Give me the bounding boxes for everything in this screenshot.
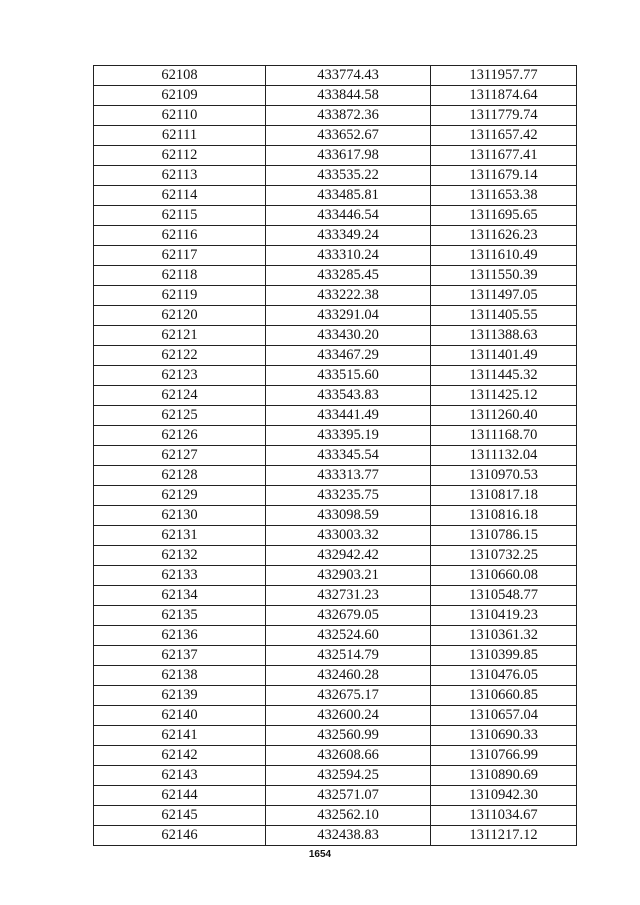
x-coordinate-cell: 433430.20 xyxy=(266,326,431,346)
x-coordinate-cell: 433446.54 xyxy=(266,206,431,226)
point-id-cell: 62124 xyxy=(94,386,266,406)
y-coordinate-cell: 1310690.33 xyxy=(431,726,577,746)
y-coordinate-cell: 1311132.04 xyxy=(431,446,577,466)
x-coordinate-cell: 433345.54 xyxy=(266,446,431,466)
x-coordinate-cell: 433310.24 xyxy=(266,246,431,266)
point-id-cell: 62128 xyxy=(94,466,266,486)
x-coordinate-cell: 432675.17 xyxy=(266,686,431,706)
table-row xyxy=(94,826,577,846)
point-id-cell: 62111 xyxy=(94,126,266,146)
x-coordinate-cell: 433291.04 xyxy=(266,306,431,326)
page-number: 1654 xyxy=(308,849,332,860)
y-coordinate-cell: 1310361.32 xyxy=(431,626,577,646)
point-id-cell: 62123 xyxy=(94,366,266,386)
y-coordinate-cell: 1310660.85 xyxy=(431,686,577,706)
x-coordinate-cell: 433485.81 xyxy=(266,186,431,206)
x-coordinate-cell: 433652.67 xyxy=(266,126,431,146)
y-coordinate-cell: 1311405.55 xyxy=(431,306,577,326)
point-id-cell: 62119 xyxy=(94,286,266,306)
y-coordinate-cell: 1310732.25 xyxy=(431,546,577,566)
x-coordinate-cell: 432438.83 xyxy=(266,826,431,846)
y-coordinate-cell: 1311626.23 xyxy=(431,226,577,246)
table-row xyxy=(94,266,577,286)
x-coordinate-cell: 432460.28 xyxy=(266,666,431,686)
point-id-cell: 62132 xyxy=(94,546,266,566)
point-id-cell: 62116 xyxy=(94,226,266,246)
point-id-cell: 62133 xyxy=(94,566,266,586)
y-coordinate-cell: 1311425.12 xyxy=(431,386,577,406)
table-row xyxy=(94,506,577,526)
coordinate-table-body xyxy=(94,66,577,846)
coordinate-table xyxy=(93,65,577,846)
x-coordinate-cell: 433313.77 xyxy=(266,466,431,486)
table-row xyxy=(94,606,577,626)
x-coordinate-cell: 432608.66 xyxy=(266,746,431,766)
point-id-cell: 62125 xyxy=(94,406,266,426)
point-id-cell: 62117 xyxy=(94,246,266,266)
y-coordinate-cell: 1310419.23 xyxy=(431,606,577,626)
x-coordinate-cell: 433543.83 xyxy=(266,386,431,406)
x-coordinate-cell: 433774.43 xyxy=(266,66,431,86)
table-row xyxy=(94,146,577,166)
table-row xyxy=(94,406,577,426)
y-coordinate-cell: 1310816.18 xyxy=(431,506,577,526)
x-coordinate-cell: 433235.75 xyxy=(266,486,431,506)
point-id-cell: 62127 xyxy=(94,446,266,466)
y-coordinate-cell: 1311677.41 xyxy=(431,146,577,166)
y-coordinate-cell: 1310970.53 xyxy=(431,466,577,486)
x-coordinate-cell: 432903.21 xyxy=(266,566,431,586)
table-row xyxy=(94,786,577,806)
point-id-cell: 62143 xyxy=(94,766,266,786)
point-id-cell: 62129 xyxy=(94,486,266,506)
point-id-cell: 62138 xyxy=(94,666,266,686)
y-coordinate-cell: 1310766.99 xyxy=(431,746,577,766)
x-coordinate-cell: 432731.23 xyxy=(266,586,431,606)
y-coordinate-cell: 1310399.85 xyxy=(431,646,577,666)
table-row xyxy=(94,446,577,466)
point-id-cell: 62135 xyxy=(94,606,266,626)
y-coordinate-cell: 1310942.30 xyxy=(431,786,577,806)
y-coordinate-cell: 1311653.38 xyxy=(431,186,577,206)
x-coordinate-cell: 432679.05 xyxy=(266,606,431,626)
y-coordinate-cell: 1311388.63 xyxy=(431,326,577,346)
x-coordinate-cell: 432571.07 xyxy=(266,786,431,806)
table-row xyxy=(94,766,577,786)
point-id-cell: 62141 xyxy=(94,726,266,746)
y-coordinate-cell: 1311679.14 xyxy=(431,166,577,186)
y-coordinate-cell: 1311874.64 xyxy=(431,86,577,106)
x-coordinate-cell: 432942.42 xyxy=(266,546,431,566)
table-row xyxy=(94,706,577,726)
point-id-cell: 62131 xyxy=(94,526,266,546)
point-id-cell: 62140 xyxy=(94,706,266,726)
x-coordinate-cell: 432562.10 xyxy=(266,806,431,826)
x-coordinate-cell: 433098.59 xyxy=(266,506,431,526)
table-row xyxy=(94,686,577,706)
x-coordinate-cell: 433872.36 xyxy=(266,106,431,126)
table-row xyxy=(94,666,577,686)
point-id-cell: 62142 xyxy=(94,746,266,766)
y-coordinate-cell: 1311610.49 xyxy=(431,246,577,266)
table-row xyxy=(94,326,577,346)
y-coordinate-cell: 1310657.04 xyxy=(431,706,577,726)
x-coordinate-cell: 433617.98 xyxy=(266,146,431,166)
point-id-cell: 62130 xyxy=(94,506,266,526)
x-coordinate-cell: 433844.58 xyxy=(266,86,431,106)
table-row xyxy=(94,426,577,446)
point-id-cell: 62145 xyxy=(94,806,266,826)
table-row xyxy=(94,306,577,326)
y-coordinate-cell: 1311957.77 xyxy=(431,66,577,86)
point-id-cell: 62115 xyxy=(94,206,266,226)
table-row xyxy=(94,486,577,506)
x-coordinate-cell: 432524.60 xyxy=(266,626,431,646)
y-coordinate-cell: 1311260.40 xyxy=(431,406,577,426)
table-row xyxy=(94,126,577,146)
y-coordinate-cell: 1310660.08 xyxy=(431,566,577,586)
point-id-cell: 62108 xyxy=(94,66,266,86)
x-coordinate-cell: 432514.79 xyxy=(266,646,431,666)
table-row xyxy=(94,206,577,226)
point-id-cell: 62109 xyxy=(94,86,266,106)
y-coordinate-cell: 1311168.70 xyxy=(431,426,577,446)
y-coordinate-cell: 1310786.15 xyxy=(431,526,577,546)
x-coordinate-cell: 433467.29 xyxy=(266,346,431,366)
point-id-cell: 62110 xyxy=(94,106,266,126)
y-coordinate-cell: 1310548.77 xyxy=(431,586,577,606)
table-row xyxy=(94,366,577,386)
table-row xyxy=(94,386,577,406)
table-row xyxy=(94,746,577,766)
y-coordinate-cell: 1311779.74 xyxy=(431,106,577,126)
point-id-cell: 62112 xyxy=(94,146,266,166)
x-coordinate-cell: 433222.38 xyxy=(266,286,431,306)
table-row xyxy=(94,726,577,746)
table-row xyxy=(94,586,577,606)
y-coordinate-cell: 1311657.42 xyxy=(431,126,577,146)
point-id-cell: 62144 xyxy=(94,786,266,806)
x-coordinate-cell: 433285.45 xyxy=(266,266,431,286)
table-row xyxy=(94,626,577,646)
table-row xyxy=(94,66,577,86)
y-coordinate-cell: 1311445.32 xyxy=(431,366,577,386)
table-row xyxy=(94,806,577,826)
point-id-cell: 62134 xyxy=(94,586,266,606)
table-row xyxy=(94,466,577,486)
y-coordinate-cell: 1311034.67 xyxy=(431,806,577,826)
point-id-cell: 62113 xyxy=(94,166,266,186)
x-coordinate-cell: 432594.25 xyxy=(266,766,431,786)
table-row xyxy=(94,186,577,206)
point-id-cell: 62120 xyxy=(94,306,266,326)
x-coordinate-cell: 433441.49 xyxy=(266,406,431,426)
point-id-cell: 62118 xyxy=(94,266,266,286)
y-coordinate-cell: 1310890.69 xyxy=(431,766,577,786)
point-id-cell: 62136 xyxy=(94,626,266,646)
table-row xyxy=(94,226,577,246)
point-id-cell: 62146 xyxy=(94,826,266,846)
x-coordinate-cell: 433535.22 xyxy=(266,166,431,186)
x-coordinate-cell: 432600.24 xyxy=(266,706,431,726)
table-row xyxy=(94,286,577,306)
point-id-cell: 62121 xyxy=(94,326,266,346)
x-coordinate-cell: 433395.19 xyxy=(266,426,431,446)
table-row xyxy=(94,546,577,566)
y-coordinate-cell: 1311401.49 xyxy=(431,346,577,366)
point-id-cell: 62126 xyxy=(94,426,266,446)
point-id-cell: 62137 xyxy=(94,646,266,666)
y-coordinate-cell: 1311497.05 xyxy=(431,286,577,306)
y-coordinate-cell: 1311550.39 xyxy=(431,266,577,286)
x-coordinate-cell: 433515.60 xyxy=(266,366,431,386)
y-coordinate-cell: 1310476.05 xyxy=(431,666,577,686)
table-row xyxy=(94,646,577,666)
table-row xyxy=(94,346,577,366)
point-id-cell: 62139 xyxy=(94,686,266,706)
x-coordinate-cell: 433003.32 xyxy=(266,526,431,546)
table-row xyxy=(94,166,577,186)
y-coordinate-cell: 1311217.12 xyxy=(431,826,577,846)
x-coordinate-cell: 433349.24 xyxy=(266,226,431,246)
table-row xyxy=(94,526,577,546)
y-coordinate-cell: 1311695.65 xyxy=(431,206,577,226)
table-row xyxy=(94,246,577,266)
table-row xyxy=(94,566,577,586)
table-row xyxy=(94,106,577,126)
table-row xyxy=(94,86,577,106)
point-id-cell: 62114 xyxy=(94,186,266,206)
point-id-cell: 62122 xyxy=(94,346,266,366)
x-coordinate-cell: 432560.99 xyxy=(266,726,431,746)
y-coordinate-cell: 1310817.18 xyxy=(431,486,577,506)
